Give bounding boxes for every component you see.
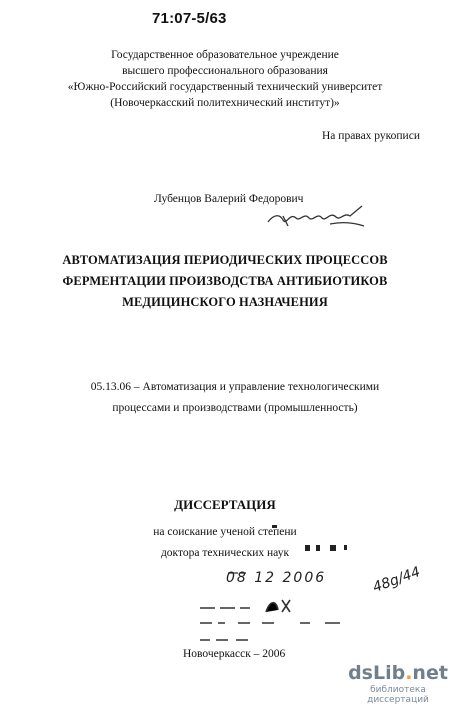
dissertation-heading: ДИССЕРТАЦИЯ [174, 497, 276, 512]
title-line: МЕДИЦИНСКОГО НАЗНАЧЕНИЯ [122, 295, 328, 309]
institution-line: высшего профессионального образования [122, 65, 328, 77]
rights-note: На правах рукописи [322, 130, 420, 142]
stamp-dashes [200, 600, 340, 640]
institution-line: (Новочеркасский политехнический институт)» [110, 97, 340, 109]
institution-line: Государственное образовательное учреждение [111, 49, 339, 61]
handwritten-date: 08 12 2006 [226, 570, 327, 586]
dissertation-title [0, 250, 450, 313]
author-name: Лубенцов Валерий Федорович [154, 193, 304, 205]
specialty-line: процессами и производствами (промышленность) [112, 402, 358, 414]
specialty-block [20, 377, 450, 419]
title-line: АВТОМАТИЗАЦИЯ ПЕРИОДИЧЕСКИХ ПРОЦЕССОВ [62, 253, 388, 267]
specialty-line: 05.13.06 – Автоматизация и управление технологическими [90, 381, 380, 393]
archive-code: 71:07-5/63 [152, 10, 227, 27]
degree-block [0, 522, 450, 564]
institution-line: «Южно-Российский государственный технический университет [67, 81, 383, 93]
degree-line: на соискание ученой степени [153, 526, 297, 538]
watermark-subtitle: библиотека диссертаций [367, 685, 429, 705]
watermark [348, 662, 448, 705]
author-signature [268, 206, 364, 226]
watermark-logo: dsLib.net [348, 662, 448, 684]
city-year: Новочеркасск – 2006 [183, 648, 286, 660]
handwritten-sheet-number: 48g/44 [370, 564, 423, 596]
title-line: ФЕРМЕНТАЦИИ ПРОИЗВОДСТВА АНТИБИОТИКОВ [62, 274, 388, 288]
degree-line: доктора технических наук [160, 547, 290, 559]
